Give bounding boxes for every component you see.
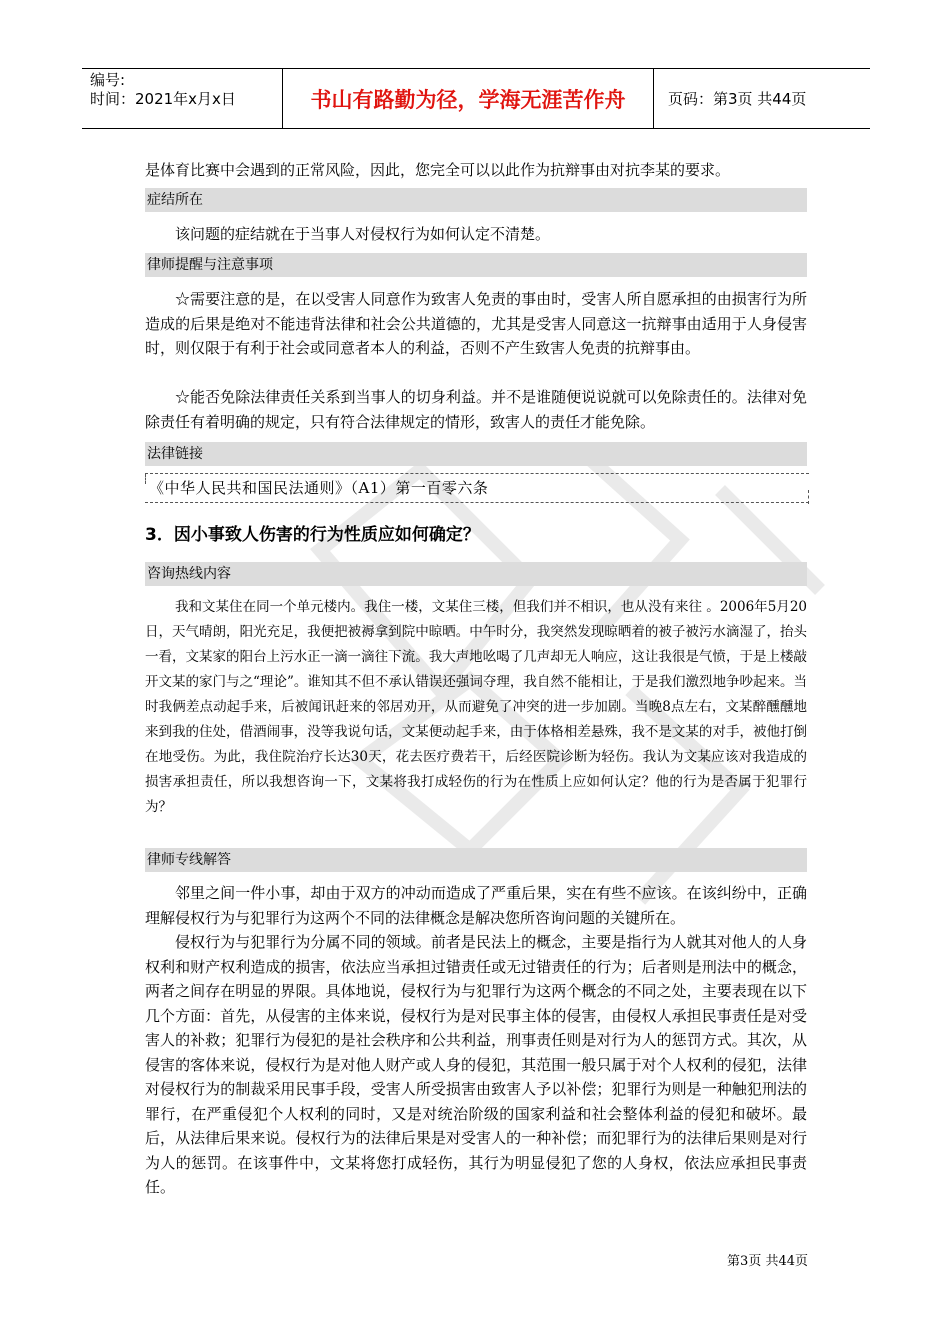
- law-link-box: [145, 473, 809, 503]
- notes-heading: 律师提醒与注意事项: [145, 253, 807, 277]
- law-link-text: 《中华人民共和国民法通则》（A1）第一百零六条: [149, 479, 489, 497]
- intro-text: 是体育比赛中会遇到的正常风险，因此，您完全可以以此作为抗辩事由对抗李某的要求。: [145, 161, 731, 179]
- time-label: 时间：2021年x月x日: [90, 90, 236, 108]
- law-heading: 法律链接: [145, 442, 807, 466]
- header-meta: [82, 69, 283, 128]
- answer-paragraph-1: 邻里之间一件小事，却由于双方的冲动而造成了严重后果，实在有些不应该。在该纠纷中，正确理解侵权行为与犯罪行为这两个不同的法律概念是解决您所咨询问题的关键所在。: [145, 884, 807, 927]
- number-label: 编号:: [90, 71, 126, 89]
- page-footer: 第3页 共44页: [727, 1254, 808, 1269]
- consult-heading: 咨询热线内容: [145, 562, 807, 586]
- answer-heading: 律师专线解答: [145, 848, 807, 872]
- header-motto: 书山有路勤为径，学海无涯苦作舟: [283, 69, 654, 128]
- crux-heading: 症结所在: [145, 188, 807, 212]
- box-left-edge: [145, 474, 146, 484]
- crux-text: 该问题的症结就在于当事人对侵权行为如何认定不清楚。: [175, 225, 551, 243]
- box-right-edge: [808, 490, 809, 504]
- header-page-label: 页码：第3页 共44页: [668, 90, 807, 108]
- answer-paragraph-2: 侵权行为与犯罪行为分属不同的领域。前者是民法上的概念，主要是指行为人就其对他人的人身权利和财产权利造成的损害，依法应当承担过错责任或无过错责任的行为；后者则是刑法中的概念，两者之间存在明显的界限。具体地说，侵权行为与犯罪行为这两个概念的不同之处，主要表现在以下几个方面：首先，从侵害的主体来说，侵权行为是对民事主体的侵害，由侵权人承担民事责任是对受害人的补救；犯罪行为侵犯的是社会秩序和公共利益，刑事责任则是对行为人的惩罚方式。其次，从侵害的客体来说，侵权行为是对他人财产或人身的侵犯，其范围一般只属于对个人权利的侵犯，法律对侵权行为的制裁采用民事手段，受害人所受损害由致害人予以补偿；犯罪行为则是一种触犯刑法的罪行，在严重侵犯个人权利的同时，又是对统治阶级的国家利益和社会整体利益的侵犯和破坏。最后，从法律后果来说。侵权行为的法律后果是对受害人的一种补偿；而犯罪行为的法律后果则是对行为人的惩罚。在该事件中，文某将您打成轻伤，其行为明显侵犯了您的人身权，依法应承担民事责任。: [145, 933, 807, 1196]
- notes-paragraph-1: ☆需要注意的是，在以受害人同意作为致害人免责的事由时，受害人所自愿承担的由损害行为所造成的后果是绝对不能违背法律和社会公共道德的，尤其是受害人同意这一抗辩事由适用于人身侵害时，则仅限于有利于社会或同意者本人的利益，否则不产生致害人免责的抗辩事由。: [145, 290, 807, 357]
- question-title: 3．因小事致人伤害的行为性质应如何确定？: [145, 525, 480, 545]
- page-header: [82, 68, 870, 129]
- consult-text: 我和文某住在同一个单元楼内。我住一楼，文某住三楼，但我们并不相识，也从没有来往 。2006年5月20日，天气晴朗，阳光充足，我便把被褥拿到院中晾晒。中午时分，我突然发现晾晒着的被子被污水滴湿了，抬头一看，文某家的阳台上污水正一滴一滴往下流。我大声地吆喝了几声却无人响应，这让我很是气愤，于是上楼敲开文某的家门与之“理论”。谁知其不但不承认错误还强词夺理，我自然不能相让，于是我们激烈地争吵起来。当时我俩差点动起手来，后被闻讯赶来的邻居劝开，从而避免了冲突的进一步加剧。当晚8点左右，文某醉醺醺地来到我的住处，借酒闹事，没等我说句话，文某便动起手来，由于体格相差悬殊，我不是文某的对手，被他打倒在地受伤。为此，我住院治疗长达30天，花去医疗费若干，后经医院诊断为轻伤。我认为文某应该对我造成的损害承担责任，所以我想咨询一下，文某将我打成轻伤的行为在性质上应如何认定？他的行为是否属于犯罪行为？: [145, 599, 807, 815]
- notes-paragraph-2: ☆能否免除法律责任关系到当事人的切身利益。并不是谁随便说说就可以免除责任的。法律对免除责任有着明确的规定，只有符合法律规定的情形，致害人的责任才能免除。: [145, 388, 807, 431]
